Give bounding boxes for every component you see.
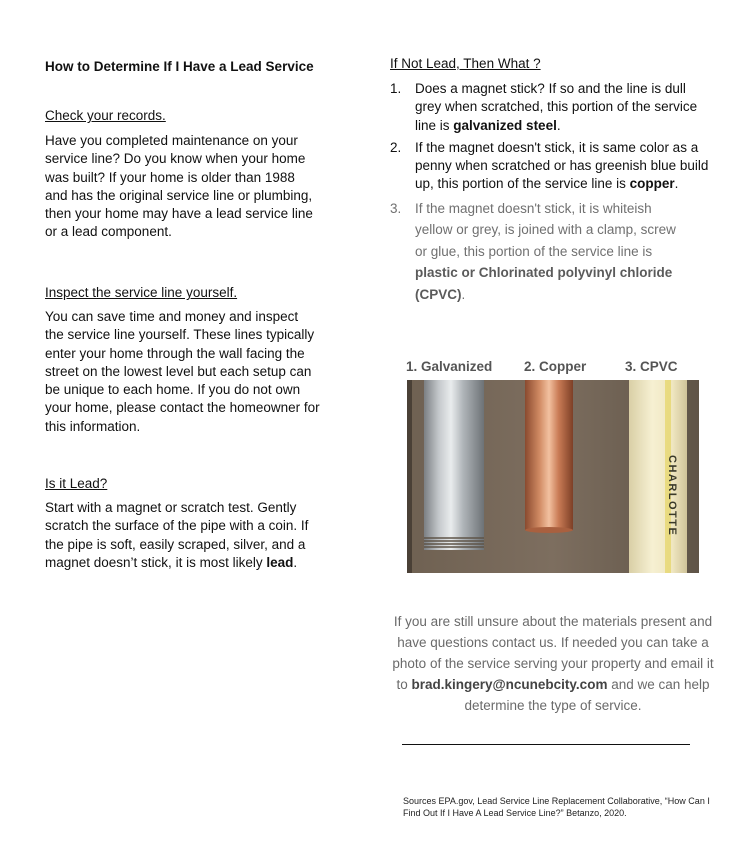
inspect-heading: Inspect the service line yourself. [45, 285, 238, 300]
lead-text: Start with a magnet or scratch test. Gently scratch the surface of the pipe with a coin. If the pipe is soft, easily scraped, silver, and a magnet doesn’t stick, it is most likely [45, 500, 309, 570]
lead-bold: lead [266, 554, 294, 570]
records-paragraph: Have you completed maintenance on your service line? Do you know when your home was built? If your home is older than 1988 and has the original service line or plumbing, then your home may have a lead service line or a lead component. [45, 133, 313, 240]
caption-cpvc: 3. CPVC [625, 359, 678, 374]
lead-heading: Is it Lead? [45, 476, 108, 491]
lead-paragraph: Start with a magnet or scratch test. Gently scratch the surface of the pipe with a coin. If the pipe is soft, easily scraped, silver, and a magnet doesn’t stick, it is most likely lead. [45, 500, 309, 570]
contact-email[interactable]: brad.kingery@ncunebcity.com [411, 677, 608, 692]
galvanized-pipe [424, 380, 484, 550]
pipes-photo [407, 380, 699, 573]
page-title: How to Determine If I Have a Lead Service [45, 59, 314, 74]
copper-pipe [525, 380, 573, 530]
steps-list [390, 80, 715, 305]
records-heading: Check your records. [45, 108, 166, 123]
sources-note: Sources EPA.gov, Lead Service Line Replacement Collaborative, “How Can I Find Out If I Have A Lead Service Line?” Betanzo, 2020. [403, 796, 710, 818]
step-2: 2. If the magnet doesn't stick, it is same color as a penny when scratched or has greenish blue build up, this portion of the service line is copper. [390, 139, 709, 192]
cpvc-print: CHARLOTTE [666, 455, 678, 537]
right-heading: If Not Lead, Then What ? [390, 56, 541, 71]
divider-line [402, 744, 690, 745]
step-1: 1. Does a magnet stick? If so and the line is dull grey when scratched, this portion of the service line is galvanized steel. [390, 81, 698, 133]
caption-copper: 2. Copper [524, 359, 587, 374]
step-3: 3. If the magnet doesn't stick, it is whiteish yellow or grey, is joined with a clamp, screw or glue, this portion of the service line is plastic or Chlorinated polyvinyl chloride (CPVC). [390, 200, 676, 302]
closing-paragraph: If you are still unsure about the materials present and have questions contact us. If needed you can take a photo of the service serving your property and email it to brad.kingery@ncunebcity.com and we can help determine the type of service. [392, 614, 714, 713]
inspect-paragraph: You can save time and money and inspect the service line yourself. These lines typically enter your home through the wall facing the street on the lowest level but each setup can be unique to each home. If you do not own your home, please contact the homeowner for this information. [45, 309, 320, 434]
caption-galvanized: 1. Galvanized [406, 359, 493, 374]
